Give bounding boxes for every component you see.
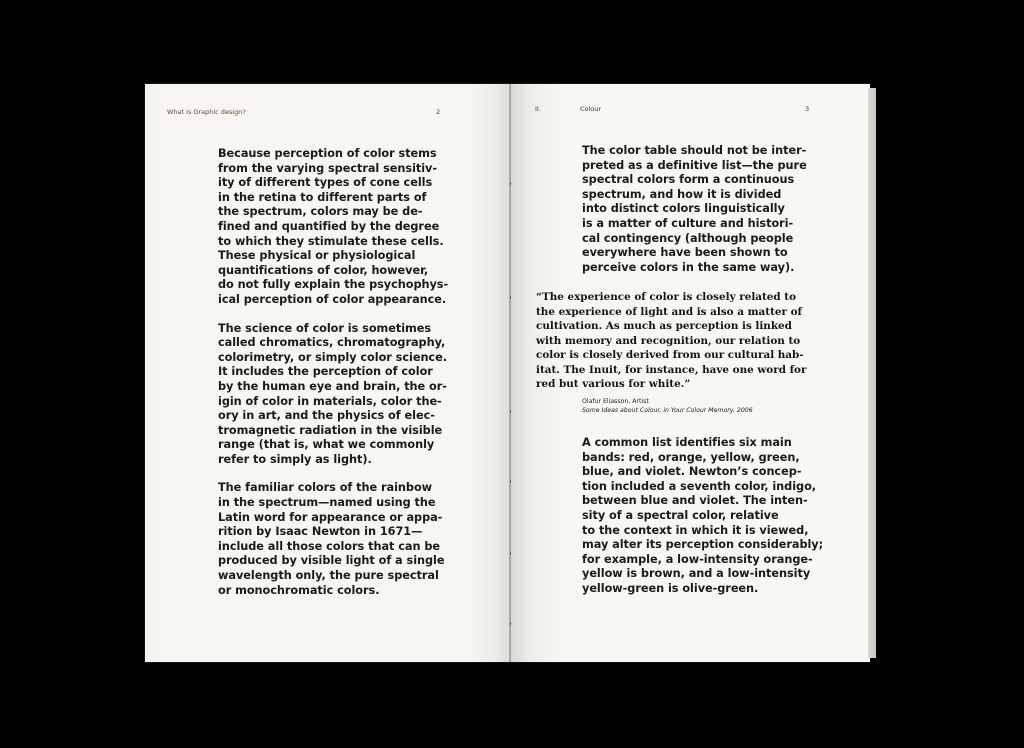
section-number: II. bbox=[535, 105, 541, 113]
left-body-text bbox=[218, 147, 458, 612]
right-page bbox=[511, 84, 870, 662]
paragraph-color-table: The color table should not be inter- preted as a definitive list—the pure spectral colors form a continuous spectrum, and how it is divided into distinct colors linguistically is a matter of culture and histori- cal contingency (although people everywhere have been shown to perceive colors in the same way). bbox=[582, 144, 807, 274]
right-body-text-top bbox=[582, 144, 827, 289]
right-body-text-bottom bbox=[582, 436, 832, 611]
page-number-left: 2 bbox=[436, 108, 441, 116]
pull-quote: “The experience of color is closely related to the experience of light and is also a matter of cultivation. As much as perception is linked with memory and recognition, our relation to color is closely derived from our cultural hab- itat. The Inuit, for instance, have one word for red but various for white.” bbox=[536, 291, 807, 390]
page-stack-edge bbox=[868, 88, 876, 658]
running-head-right: Colour bbox=[580, 105, 602, 113]
quote-credit bbox=[582, 397, 822, 415]
quote-source: Some Ideas about Colour, in Your Colour Memory, 2006 bbox=[582, 407, 753, 414]
paragraph-perception: Because perception of color stems from the varying spectral sensitiv- ity of different types of cone cells in the retina to different parts of the spectrum, colors may be de- fined and quantified by the degree to which they stimulate these cells. These physical or physiological quantifications of color, however, do not fully explain the psychophys- ical perception of color appearance. bbox=[218, 147, 449, 306]
paragraph-six-bands: A common list identifies six main bands: red, orange, yellow, green, blue, and violet. Newton’s concep- tion included a seventh color, indigo, between blue and violet. The inten- sity of a spectral color, relative to the context in which it is viewed, may alter its perception considerably; for example, a low-intensity orange- yellow is brown, and a low-intensity yellow-green is olive-green. bbox=[582, 436, 824, 595]
left-page bbox=[145, 84, 511, 662]
paragraph-science-of-color: The science of color is sometimes called chromatics, chromatography, colorimetry, or simply color science. It includes the perception of color by the human eye and brain, the or- igin of color in materials, color the- ory in art, and the physics of elec- tromagnetic radiation in the visible range (that is, what we commonly refer to simply as light). bbox=[218, 321, 447, 466]
running-head-left: What is Graphic design? bbox=[167, 108, 246, 116]
paragraph-rainbow: The familiar colors of the rainbow in the spectrum—named using the Latin word for appearance or appa- rition by Isaac Newton in 1671— include all those colors that can be produced by visible light of a single wavelength only, the pure spectral or monochromatic colors. bbox=[218, 481, 445, 597]
page-number-right: 3 bbox=[805, 105, 810, 113]
quote-author: Olafur Eliasson, Artist bbox=[582, 398, 649, 405]
